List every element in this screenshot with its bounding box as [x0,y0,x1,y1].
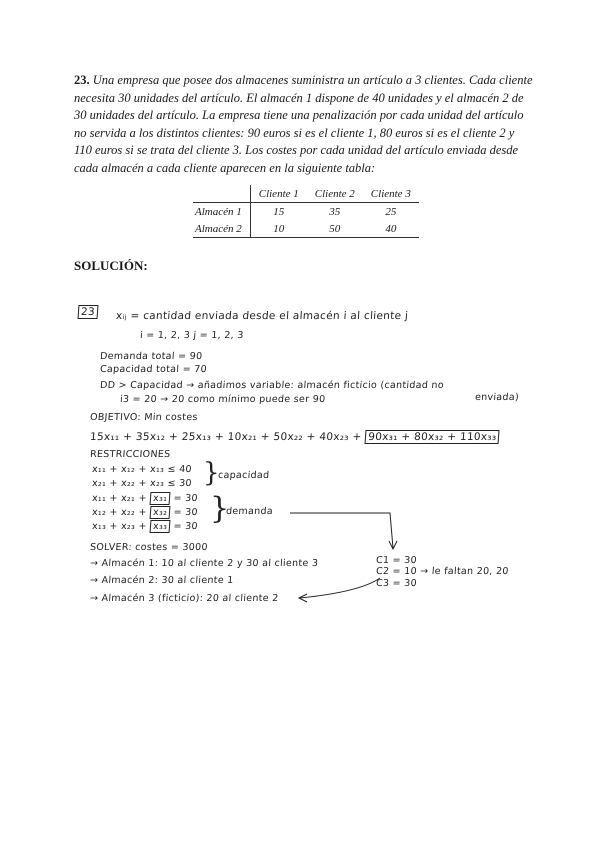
hw-almacen-1: → Almacén 1: 10 al cliente 2 y 30 al cliente 3 [89,558,319,569]
hw-brace-demanda: } [210,491,230,526]
hw-c1: C1 = 30 [375,555,418,566]
hw-capacidad-label: capacidad [217,470,270,481]
hw-constraint-3: x₁₁ + x₂₁ + x₃₁ = 30 [91,493,199,504]
table-cell: 25 [385,205,397,218]
row-label: Almacén 2 [193,220,250,238]
solution-heading: SOLUCIÓN: [74,258,148,273]
table-header: Cliente 3 [363,185,419,203]
hw-enviada: enviada) [474,392,520,403]
problem-number: 23. [74,73,90,87]
hw-brace-capacidad: } [203,458,220,488]
table-header: Cliente 1 [250,185,307,203]
row-label: Almacén 1 [193,203,250,221]
table-cell: 35 [329,205,341,218]
hw-problem-number: 23 [78,306,99,318]
hw-constraint-2: x₂₁ + x₂₂ + x₂₃ ≤ 30 [91,478,193,489]
table-cell: 10 [250,220,307,238]
hw-dd-capacidad: DD > Capacidad → añadimos variable: almacén ficticio (cantidad no [99,380,445,391]
arrow-demanda-to-results [290,513,393,548]
hw-constraint-5: x₁₃ + x₂₃ + x₃₃ = 30 [91,521,199,532]
hw-demanda-label: demanda [225,506,274,517]
hw-c2: C2 = 10 → le faltan 20, 20 [375,566,510,577]
hw-almacen-3: → Almacén 3 (ficticio): 20 al cliente 2 [89,593,279,604]
hw-objetivo: OBJETIVO: Min costes [89,412,199,423]
problem-text: Una empresa que posee dos almacenes suministra un artículo a 3 clientes. Cada cliente necesita 30 unidades del artículo. El almacén 1 dispone de 40 unidades y el almacén 2 de 30 unidades del artículo. La empresa tiene una penalización por cada unidad del artículo no servida a los distintos clientes: 90 euros si es el cliente 1, 80 euros si es el cliente 2 y 110 euros si se trata del cliente 3. Los costes por cada unidad del artículo enviada desde cada almacén a cada cliente aparecen en la siguiente tabla: [74,73,533,175]
hw-demanda-total: Demanda total = 90 [99,351,203,362]
hw-restricciones: RESTRICCIONES [89,449,171,460]
hw-almacen-2: → Almacén 2: 30 al cliente 1 [89,575,234,586]
table-cell: 40 [363,220,419,238]
hw-c3: C3 = 30 [375,578,418,589]
hw-capacidad-total: Capacidad total = 70 [99,364,208,375]
hw-variable-definition: xᵢⱼ = cantidad enviada desde el almacén i al cliente j [115,310,409,322]
hw-constraint-4: x₁₂ + x₂₂ + x₃₂ = 30 [91,507,199,518]
hw-fo-main: 15x₁₁ + 35x₁₂ + 25x₁₃ + 10x₂₁ + 50x₂₂ + 40x₂₃ + [89,431,362,443]
hw-fo-penalty-box: 90x₃₁ + 80x₃₂ + 110x₃₃ [365,430,500,444]
table-cell: 50 [307,220,363,238]
hw-constraint-1: x₁₁ + x₁₂ + x₁₃ ≤ 40 [91,464,193,475]
table-cell: 15 [273,205,285,218]
table-header: Cliente 2 [307,185,363,203]
hw-difference: i3 = 20 → 20 como mínimo puede ser 90 [119,394,326,405]
hw-solver: SOLVER: costes = 3000 [89,542,209,553]
hw-indices: i = 1, 2, 3 j = 1, 2, 3 [139,330,245,341]
arrow-c2-to-ficticio [300,578,380,598]
